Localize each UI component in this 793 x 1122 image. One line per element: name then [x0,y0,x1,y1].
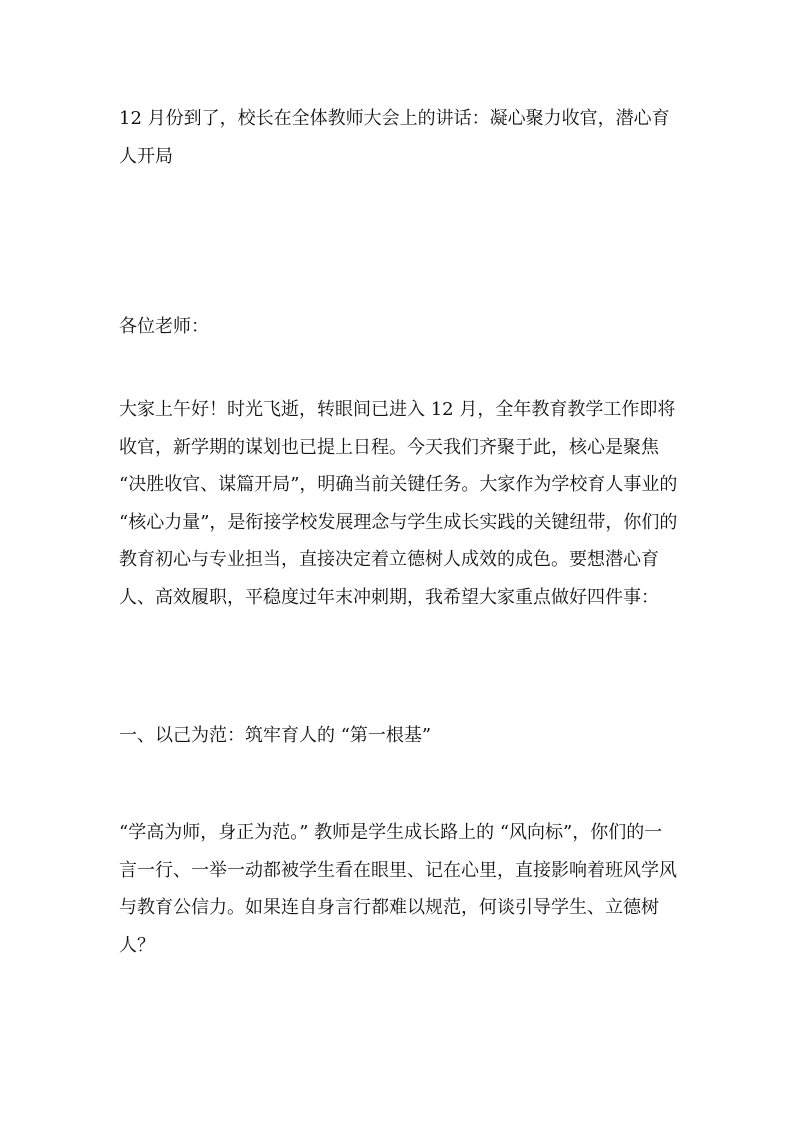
greeting-paragraph: 各位老师： [119,316,209,337]
document-title: 12 月份到了，校长在全体教师大会上的讲话：凝心聚力收官，潜心育人开局 [119,108,670,167]
section-heading: 一、以己为范：筑牢育人的 “第一根基” [119,725,432,746]
intro-paragraph: 大家上午好！时光飞逝，转眼间已进入 12 月，全年教育教学工作即将收官，新学期的谋划也已提上日程。今天我们齐聚于此，核心是聚焦 “决胜收官、谋篇开局”，明确当前关键任务。大家作为学校育人事业的 “核心力量”，是衔接学校发展理念与学生成长实践的关键纽带，你们的教育初心与专业担当，直接决定着立德树人成效的成色。要想潜心育人、高效履职，平稳度过年末冲刺期，我希望大家重点做好四件事： [119,399,678,608]
section-body-paragraph: “学高为师，身正为范。” 教师是学生成长路上的 “风向标”，你们的一言一行、一举一动都被学生看在眼里、记在心里，直接影响着班风学风与教育公信力。如果连自身言行都难以规范，何谈引导学生、立德树人？ [119,822,677,956]
